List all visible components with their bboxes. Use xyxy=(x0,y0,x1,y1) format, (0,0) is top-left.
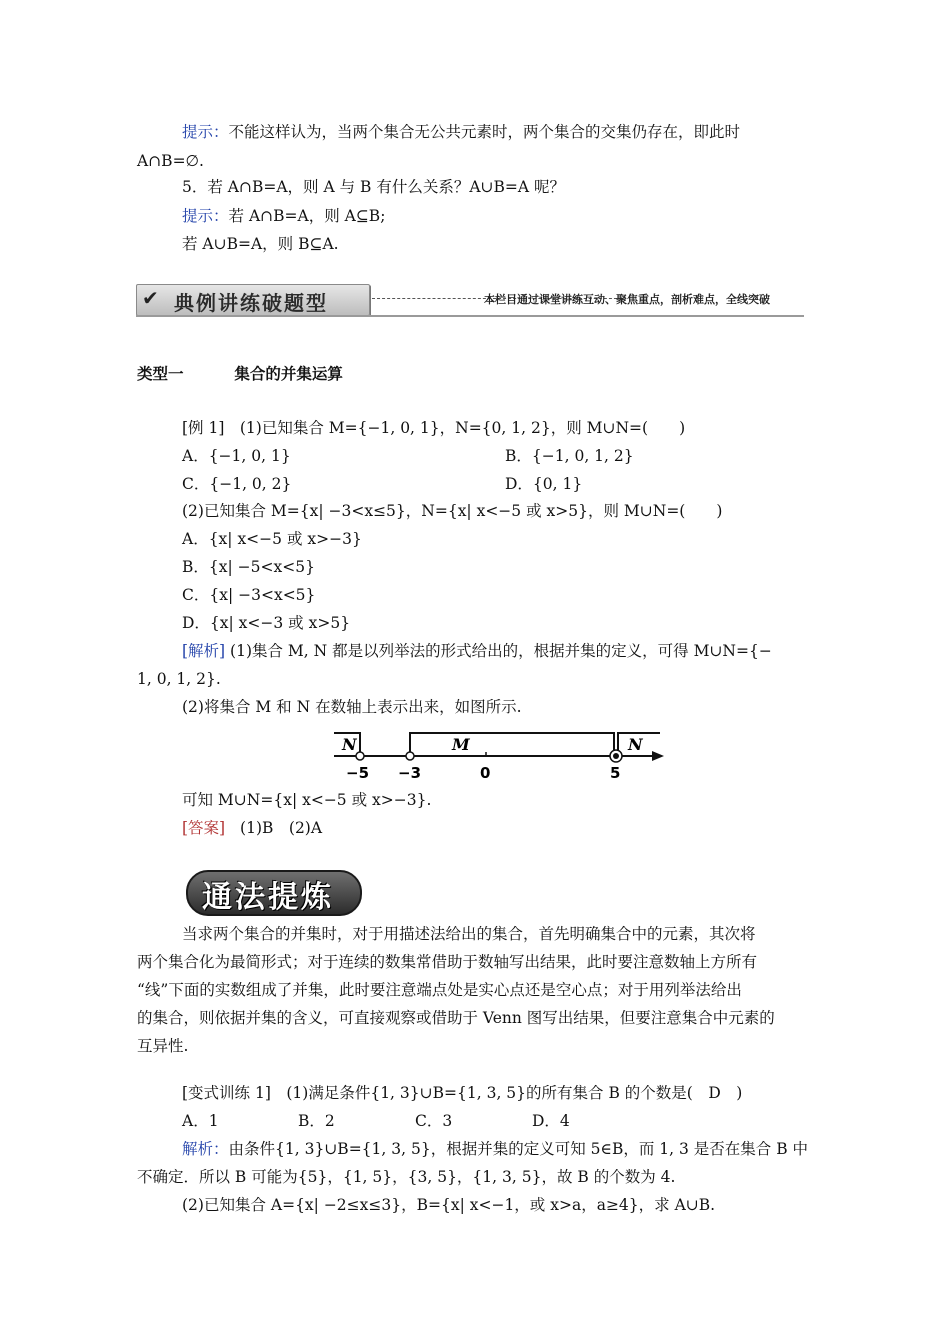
banner-underline xyxy=(136,315,804,317)
option-b: B．{−1, 0, 1, 2} xyxy=(505,447,634,465)
example-question-1: [例 1] (1)已知集合 M={−1, 0, 1}，N={0, 1, 2}，则 M∪N=( ) xyxy=(182,419,686,437)
option-c: C．3 xyxy=(415,1112,453,1130)
option-d: D．4 xyxy=(532,1112,570,1130)
hint-label: 提示： xyxy=(182,207,229,225)
method-paragraph: 的集合，则依据并集的含义，可直接观察或借助于 Venn 图写出结果，但要注意集合中元素的 xyxy=(137,1009,775,1027)
number-line-figure xyxy=(330,728,670,784)
answer-label: [答案] xyxy=(182,819,226,837)
tick-label: 0 xyxy=(480,764,491,782)
hint-paragraph xyxy=(182,122,740,142)
text-line: A∩B=∅. xyxy=(137,152,204,170)
conclusion-line: 可知 M∪N={x| x<−5 或 x>−3}. xyxy=(182,791,432,809)
option-a: A．{−1, 0, 1} xyxy=(182,447,291,465)
variant-analysis xyxy=(182,1139,808,1159)
banner-title: 典例讲练破题型 xyxy=(174,291,328,315)
analysis-label: 解析： xyxy=(182,1140,229,1158)
text-line: 若 A∪B=A，则 B⊆A. xyxy=(182,235,339,253)
closed-point xyxy=(613,753,619,759)
variant-question-1: [变式训练 1] (1)满足条件{1, 3}∪B={1, 3, 5}的所有集合 B 的个数是( D ) xyxy=(182,1084,743,1102)
method-paragraph: 两个集合化为最简形式；对于连续的数集常借助于数轴写出结果，此时要注意数轴上方所有 xyxy=(137,953,758,971)
tick-label: −5 xyxy=(346,764,370,782)
option-d: D．{x| x<−3 或 x>5} xyxy=(182,614,351,632)
arrow-icon xyxy=(652,751,664,761)
section-title: 集合的并集运算 xyxy=(234,365,343,383)
analysis-text: (2)将集合 M 和 N 在数轴上表示出来，如图所示. xyxy=(182,698,522,716)
variant-question-2: (2)已知集合 A={x| −2≤x≤3}，B={x| x<−1，或 x>a，a≥4}，求 A∪B. xyxy=(182,1196,716,1214)
analysis-paragraph xyxy=(182,641,772,661)
set-m-bracket xyxy=(410,733,614,756)
option-a: A．1 xyxy=(182,1112,219,1130)
badge-title: 通法提炼 xyxy=(202,880,334,915)
analysis-text: 不确定．所以 B 可能为{5}，{1, 5}，{3, 5}，{1, 3, 5}，故 B 的个数为 4. xyxy=(137,1168,676,1186)
option-b: B．2 xyxy=(298,1112,335,1130)
set-label-n: N xyxy=(628,735,643,754)
option-d: D．{0, 1} xyxy=(505,475,583,493)
analysis-text: 1, 0, 1, 2}. xyxy=(137,670,221,688)
open-point xyxy=(406,752,414,760)
hint-paragraph xyxy=(182,206,385,226)
tick-label: 5 xyxy=(610,764,621,782)
open-point xyxy=(356,752,364,760)
method-paragraph: “线”下面的实数组成了并集，此时要注意端点处是实心点还是空心点；对于用列举法给出 xyxy=(137,981,742,999)
option-c: C．{x| −3<x<5} xyxy=(182,586,316,604)
answer-text: (1)B (2)A xyxy=(240,819,323,837)
analysis-text: (1)集合 M, N 都是以列举法的形式给出的，根据并集的定义，可得 M∪N={− xyxy=(230,642,772,660)
analysis-text: 由条件{1, 3}∪B={1, 3, 5}，根据并集的定义可知 5∈B，而 1, 3 是否在集合 B 中 xyxy=(228,1140,809,1158)
hint-text: 不能这样认为，当两个集合无公共元素时，两个集合的交集仍存在，即此时 xyxy=(228,123,741,141)
example-question-2: (2)已知集合 M={x| −3<x≤5}，N={x| x<−5 或 x>5}，则 M∪N=( ) xyxy=(182,502,723,520)
option-c: C．{−1, 0, 2} xyxy=(182,475,292,493)
method-summary-badge xyxy=(186,870,364,916)
hint-text: 若 A∩B=A，则 A⊆B; xyxy=(228,207,386,225)
option-b: B．{x| −5<x<5} xyxy=(182,558,315,576)
checkmark-icon: ✔ xyxy=(142,286,159,310)
method-paragraph: 当求两个集合的并集时，对于用描述法给出的集合，首先明确集合中的元素，其次将 xyxy=(182,925,756,943)
banner-note: 本栏目通过课堂讲练互动、聚焦重点，剖析难点，全线突破 xyxy=(484,293,770,306)
tick-label: −3 xyxy=(398,764,422,782)
answer-line xyxy=(182,818,322,838)
option-a: A．{x| x<−5 或 x>−3} xyxy=(182,530,362,548)
analysis-label: [解析] xyxy=(182,642,226,660)
section-banner xyxy=(136,284,804,316)
question-5: 5．若 A∩B=A，则 A 与 B 有什么关系？A∪B=A 呢？ xyxy=(182,178,566,196)
method-paragraph: 互异性. xyxy=(137,1037,189,1055)
hint-label: 提示： xyxy=(182,123,229,141)
section-label: 类型一 xyxy=(137,365,184,383)
section-heading xyxy=(137,364,343,384)
set-label-m: M xyxy=(452,735,470,754)
set-label-n: N xyxy=(342,735,357,754)
